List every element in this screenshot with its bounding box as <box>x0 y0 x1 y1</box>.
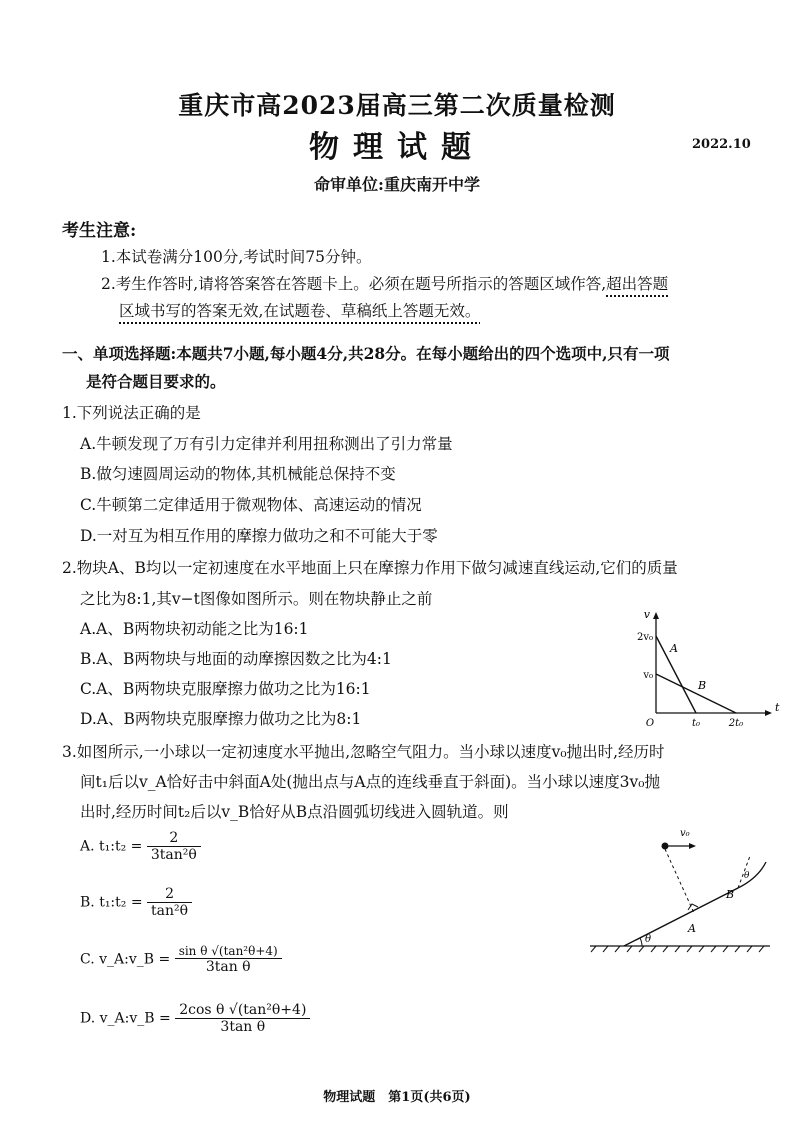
incline-line <box>624 888 738 946</box>
label-v0: v₀ <box>680 828 690 839</box>
q3-a-lhs: A. t₁:t₂ = <box>80 838 143 855</box>
section-1-line-2: 是符合题目要求的。 <box>86 372 226 391</box>
ball <box>662 843 669 850</box>
q1-option-d: D.一对互为相互作用的摩擦力做功之和不可能大于零 <box>80 527 438 545</box>
q2-stem-1: 2.物块A、B均以一定初速度在水平地面上只在摩擦力作用下做匀减速直线运动,它们的质量 <box>62 559 678 577</box>
angle-arc <box>640 938 642 946</box>
perpendicular-dashed <box>665 849 694 913</box>
v0-arrowhead <box>689 843 696 849</box>
label-theta-2: θ <box>744 871 750 881</box>
q3-stem-1: 3.如图所示,一小球以一定初速度水平抛出,忽略空气阻力。当小球以速度v₀抛出时,经历时 <box>62 743 665 761</box>
ground-hatching <box>591 946 764 952</box>
x-label-t0: t₀ <box>691 718 701 729</box>
notice-item-2-part-a: 2.考生作答时,请将答案答在答题卡上。必须在题号所指示的答题区域作答, <box>101 275 607 293</box>
line-b <box>656 674 736 713</box>
notice-item-2-emphasis: 超出答题 <box>606 275 669 293</box>
y-label-v0: v₀ <box>643 670 653 681</box>
q3-incline-figure <box>588 820 778 955</box>
q3-b-lhs: B. t₁:t₂ = <box>80 894 143 911</box>
notice-item-2 <box>101 272 668 294</box>
x-label-2t0: 2t₀ <box>728 718 744 729</box>
notice-heading: 考生注意: <box>62 221 137 241</box>
origin-label: O <box>645 718 655 729</box>
label-line-b: B <box>698 679 707 692</box>
t-axis-arrow <box>765 710 772 716</box>
subject-title: 物理试题 <box>309 130 485 165</box>
q3-d-denominator: 3tan θ <box>220 1019 266 1035</box>
label-point-b: B <box>726 888 735 901</box>
q3-option-c <box>80 944 282 975</box>
label-point-a: A <box>688 922 696 935</box>
q3-a-numerator: 2 <box>147 830 201 847</box>
q2-vt-graph <box>638 608 778 733</box>
q1-option-c: C.牛顿第二定律适用于微观物体、高速运动的情况 <box>80 496 422 514</box>
q3-d-numerator: 2cos θ √(tan²θ+4) <box>175 1002 310 1019</box>
q1-stem: 1.下列说法正确的是 <box>62 404 201 422</box>
v-axis-arrow <box>653 612 659 619</box>
label-line-a: A <box>670 642 678 655</box>
q3-stem-3: 出时,经历时间t₂后以v_B恰好从B点沿圆弧切线进入圆轨道。则 <box>80 803 509 821</box>
q3-c-numerator: sin θ √(tan²θ+4) <box>175 944 282 959</box>
q3-d-lhs: D. v_A:v_B = <box>80 1010 171 1027</box>
q3-c-lhs: C. v_A:v_B = <box>80 951 171 968</box>
exam-title: 重庆市高2023届高三第二次质量检测 <box>178 91 616 120</box>
page-footer: 物理试题 第1页(共6页) <box>323 1090 471 1105</box>
q3-a-denominator: 3tan²θ <box>150 847 197 863</box>
circular-track <box>738 862 766 888</box>
q3-option-a <box>80 830 201 863</box>
label-theta: θ <box>645 934 652 945</box>
q3-c-denominator: 3tan θ <box>205 959 251 975</box>
t-axis-label: t <box>775 701 780 714</box>
q3-stem-2: 间t₁后以v_A恰好击中斜面A处(抛出点与A点的连线垂直于斜面)。当小球以速度3v₀抛 <box>80 773 660 791</box>
q1-option-a: A.牛顿发现了万有引力定律并利用扭称测出了引力常量 <box>80 435 453 453</box>
y-label-2v0: 2v₀ <box>636 632 653 643</box>
setter-unit: 命审单位:重庆南开中学 <box>314 175 480 194</box>
q2-option-c: C.A、B两物块克服摩擦力做功之比为16:1 <box>80 680 371 698</box>
q3-b-denominator: tan²θ <box>151 903 189 919</box>
q1-option-b: B.做匀速圆周运动的物体,其机械能总保持不变 <box>80 465 396 483</box>
notice-item-1: 1.本试卷满分100分,考试时间75分钟。 <box>101 248 372 266</box>
q3-option-d <box>80 1002 310 1035</box>
q2-stem-2: 之比为8:1,其v−t图像如图所示。则在物块静止之前 <box>80 590 433 608</box>
q3-b-numerator: 2 <box>147 886 192 903</box>
q2-option-d: D.A、B两物块克服摩擦力做功之比为8:1 <box>80 710 362 728</box>
q3-option-b <box>80 886 192 919</box>
v-axis-label: v <box>643 608 650 621</box>
q2-option-b: B.A、B两物块与地面的动摩擦因数之比为4:1 <box>80 650 392 668</box>
section-1-line-1: 一、单项选择题:本题共7小题,每小题4分,共28分。在每小题给出的四个选项中,只有一项 <box>62 344 670 363</box>
exam-date: 2022.10 <box>692 137 751 152</box>
q2-option-a: A.A、B两物块初动能之比为16:1 <box>80 620 309 638</box>
notice-item-2-cont: 区域书写的答案无效,在试题卷、草稿纸上答题无效。 <box>119 302 481 320</box>
